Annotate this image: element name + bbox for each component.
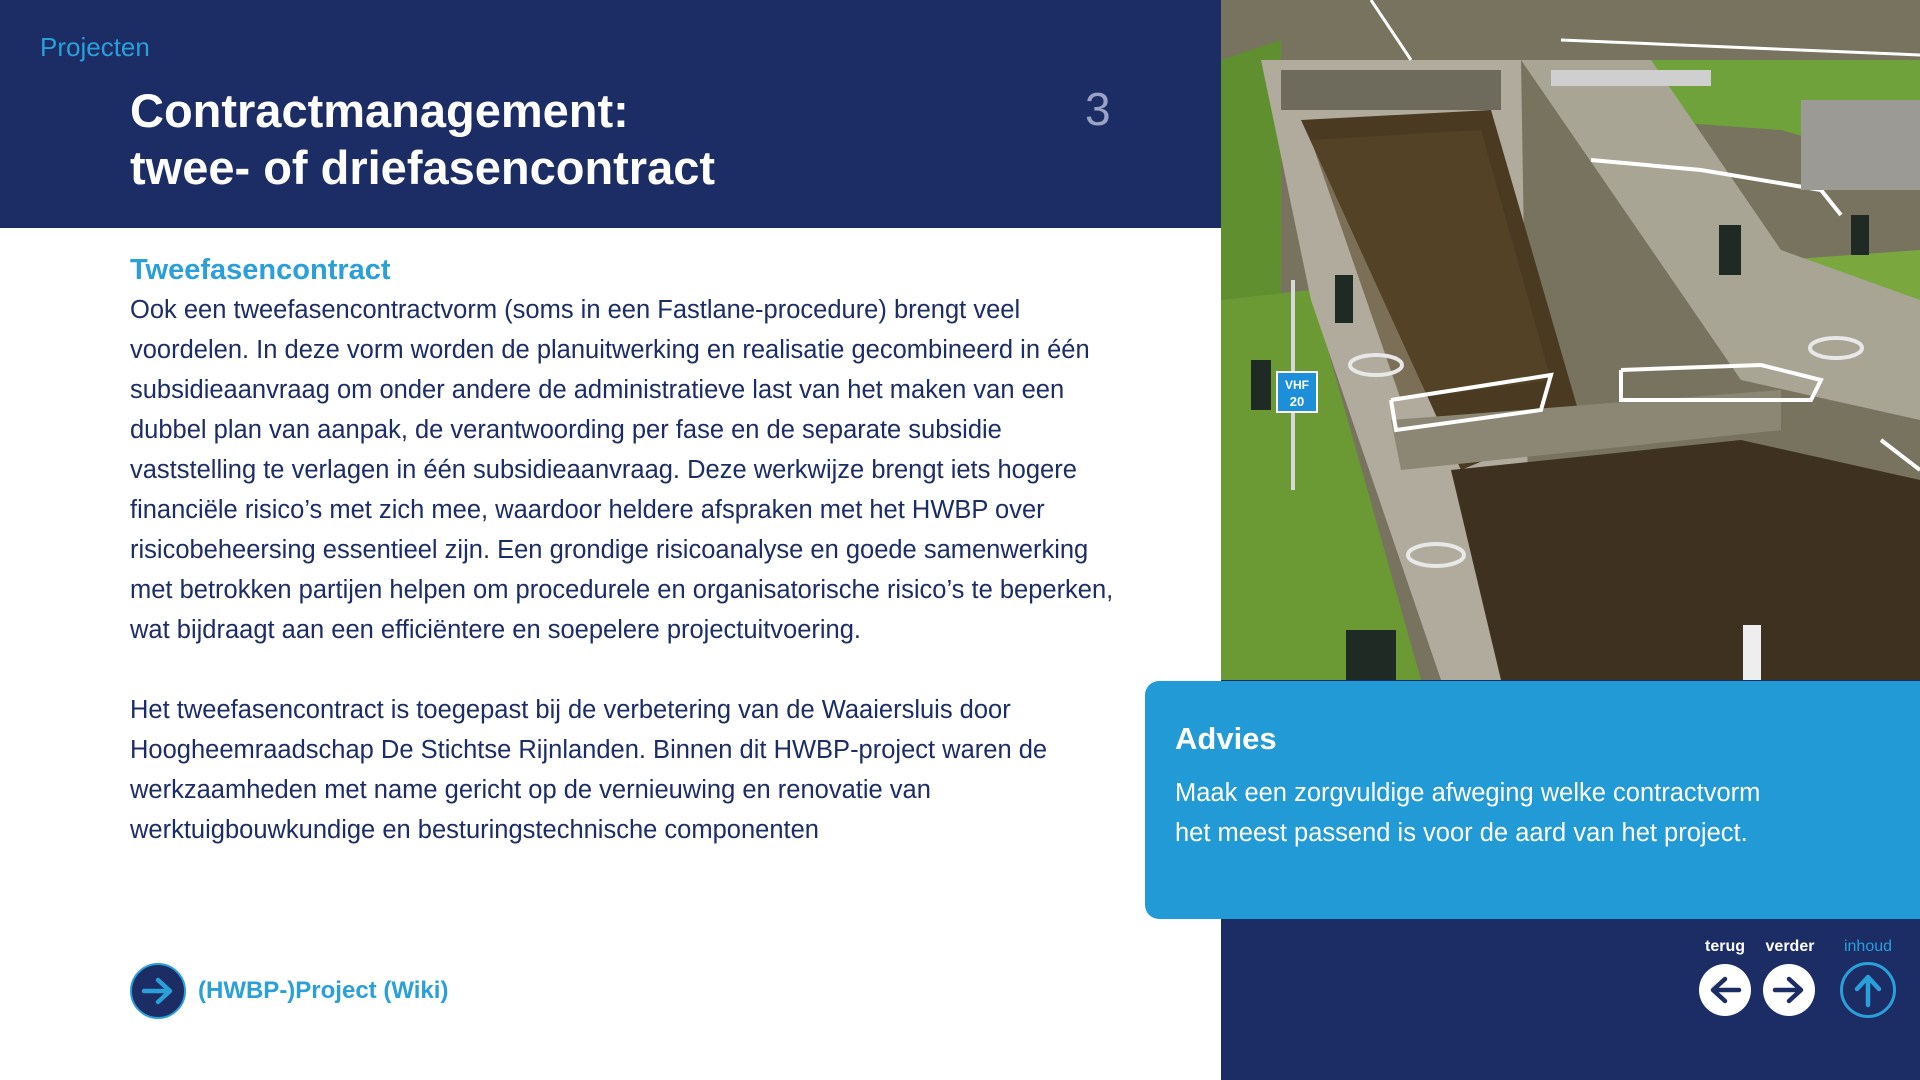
back-button[interactable] [1699,964,1751,1016]
paragraph-2: Het tweefasencontract is toegepast bij de verbetering van de Waaiersluis door Hoogheemraadschap De Stichtse Rijnlanden. Binnen dit HWBP-project waren de werkzaamheden met name gericht op de vernieuwing en renovatie van werktuigbouwkundige en besturingstechnische componenten [130,696,1048,844]
page-title-line2: twee- of driefasencontract [130,141,716,194]
page-title-line1: Contractmanagement: [130,84,629,137]
main-content [130,250,1120,890]
advies-box [1145,681,1920,919]
toc-label: inhoud [1843,938,1893,955]
wiki-link[interactable] [130,963,448,1019]
page-number: 3 [1085,83,1111,135]
arrow-left-icon [1708,975,1742,1005]
wiki-link-label: (HWBP-)Project (Wiki) [198,977,449,1004]
arrow-up-icon [1853,972,1883,1008]
vhf-sign-line2: 20 [1289,394,1305,409]
advies-text: Maak een zorgvuldige afweging welke contractvorm het meest passend is voor de aard van het project. [1175,779,1761,847]
next-button[interactable] [1763,964,1815,1016]
next-label: verder [1765,938,1815,955]
toc-button[interactable] [1840,962,1896,1018]
section-label[interactable]: Projecten [40,32,150,62]
lock-photo [1221,0,1920,680]
content-subheading: Tweefasencontract [130,254,391,286]
advies-title: Advies [1175,721,1277,756]
page-title [130,82,715,196]
vhf-sign-line1: VHF [1285,378,1309,392]
arrow-right-icon [1772,975,1806,1005]
header-band [0,0,1221,228]
arrow-right-icon [130,963,186,1019]
paragraph-1: Ook een tweefasencontractvorm (soms in een Fastlane-procedure) brengt veel voordelen. In deze vorm worden de planuitwerking en realisatie gecombineerd in één subsidieaanvraag om onder andere de administratieve last van het maken van een dubbel plan van aanpak, de verantwoording per fase en de separate subsidie vaststelling te verlagen in één subsidieaanvraag. Deze werkwijze brengt iets hogere financiële risico’s met zich mee, waardoor heldere afspraken met het HWBP over risicobeheersing essentieel zijn. Een grondige risicoanalyse en goede samenwerking met betrokken partijen helpen om procedurele en organisatorische risico’s te beperken, wat bijdraagt aan een efficiëntere en soepelere projectuitvoering. [130,296,1114,644]
back-label: terug [1705,938,1745,955]
